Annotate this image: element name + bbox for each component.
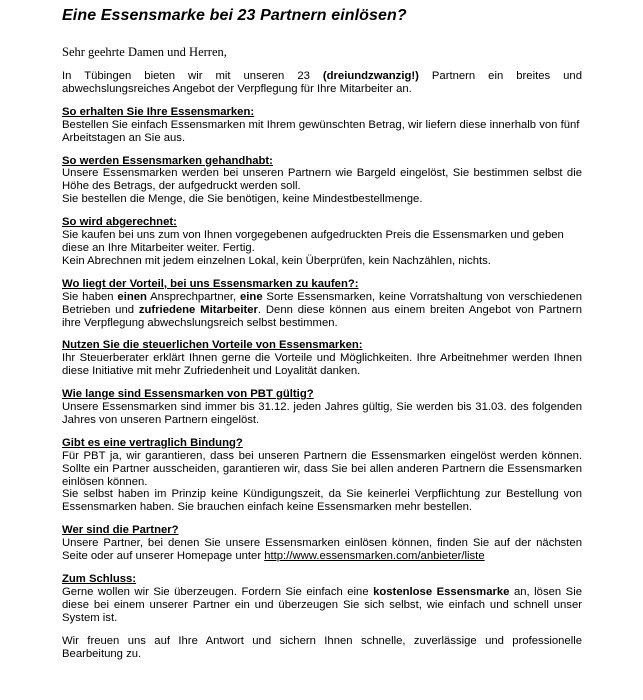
text-part: . Denn diese können aus einem breiten Angebot von Partnern ihre Verpflegung abwechslungsreich selbst bestimmen. xyxy=(62,303,582,329)
salutation: Sehr geehrte Damen und Herren, xyxy=(62,45,227,59)
section-heading: Wer sind die Partner? xyxy=(62,524,179,537)
section-text: Bestellen Sie einfach Essensmarken mit Ihrem gewünschten Betrag, wir liefern diese innerhalb von fünf Arbeitstagen an Sie aus. xyxy=(62,118,580,144)
section-text xyxy=(62,537,582,563)
section-heading: Nutzen Sie die steuerlichen Vorteile von Essensmarken: xyxy=(62,339,363,352)
intro-bold: (dreiundzwanzig!) xyxy=(322,70,419,82)
section-heading: So wird abgerechnet: xyxy=(62,216,177,229)
bold-part: zufriedene Mitarbeiter xyxy=(138,303,258,316)
closing-text: Wir freuen uns auf Ihre Antwort und sichern Ihnen schnelle, zuverlässige und professionelle Bearbeitung zu. xyxy=(62,634,582,660)
section-heading: So erhalten Sie Ihre Essensmarken: xyxy=(62,105,255,118)
section-text xyxy=(62,586,582,625)
section-text: Sie kaufen bei uns zum von Ihnen vorgegebenen aufgedruckten Preis die Essensmarken und geben diese an Ihre Mitarbeiter weiter. Fertig. xyxy=(62,229,564,254)
section-partners xyxy=(62,524,582,563)
section-heading: So werden Essensmarken gehandhabt: xyxy=(62,154,273,167)
bold-part: eine xyxy=(240,290,263,303)
section-text: Unsere Essensmarken sind immer bis 31.12. jeden Jahres gültig, Sie werden bis 31.03. des folgenden Jahres von unseren Partnern eingelöst. xyxy=(62,401,582,426)
text-part: Ansprechpartner, xyxy=(146,290,240,303)
section-text: Sie selbst haben im Prinzip keine Kündigungszeit, da Sie keinerlei Verpflichtung zur Bestellung von Essensmarken haben. Sie brauchen einfach keine Essensmarken mehr bestellen. xyxy=(62,488,582,514)
section-text: Sie bestellen die Menge, die Sie benötigen, keine Mindestbestellmenge. xyxy=(62,193,423,206)
intro-text-2: Partnern ein breites und abwechslungsreiches Angebot der Verpflegung für Ihre Mitarbeiter an. xyxy=(62,70,582,95)
letter-body xyxy=(62,70,582,670)
section-heading: Gibt es eine vertraglich Bindung? xyxy=(62,436,243,449)
section-tax xyxy=(62,339,582,378)
section-text: Kein Abrechnen mit jedem einzelnen Lokal, kein Überprüfen, kein Nachzählen, nichts. xyxy=(62,254,491,267)
text-part: Unsere Partner, bei denen Sie unsere Essensmarken einlösen können, finden Sie auf der nächsten Seite oder auf unserer Homepage unter xyxy=(62,537,582,563)
section-ordering xyxy=(62,106,582,145)
bold-part: kostenlose Essensmarke xyxy=(373,585,510,598)
section-text: Für PBT ja, wir garantieren, dass bei unseren Partnern die Essensmarken eingelöst werden können. Sollte ein Partner ausscheiden, garantieren wir, dass Sie bei allen anderen Partnern die Essensmarken einlösen können. xyxy=(62,449,582,488)
section-heading: Zum Schluss: xyxy=(62,573,137,585)
bold-part: einen xyxy=(117,290,147,303)
section-handling xyxy=(62,155,582,207)
intro-paragraph xyxy=(62,70,582,96)
section-validity xyxy=(62,388,582,427)
section-advantage xyxy=(62,278,582,330)
section-heading: Wo liegt der Vorteil, bei uns Essensmarken zu kaufen?: xyxy=(62,277,359,290)
section-heading: Wie lange sind Essensmarken von PBT gültig? xyxy=(62,388,314,401)
section-text: Ihr Steuerberater erklärt Ihnen gerne die Vorteile und Möglichkeiten. Ihre Arbeitnehmer werden Ihnen diese Initiative mit mehr Zufriedenheit und Loyalität danken. xyxy=(62,352,582,378)
section-billing xyxy=(62,216,582,268)
text-part: Sie haben xyxy=(62,290,118,303)
section-conclusion xyxy=(62,573,582,625)
section-text: Unsere Essensmarken werden bei unseren Partnern wie Bargeld eingelöst, Sie bestimmen selbst die Höhe des Betrags, der aufgedruckt werden soll. xyxy=(62,167,582,193)
intro-text-1: In Tübingen bieten wir mit unseren 23 xyxy=(62,70,323,82)
partner-list-link[interactable]: http://www.essensmarken.com/anbieter/liste xyxy=(264,550,485,563)
intro-section xyxy=(62,70,582,96)
closing-section xyxy=(62,635,582,661)
page-title: Eine Essensmarke bei 23 Partnern einlösen? xyxy=(62,7,407,24)
text-part: an, lösen Sie diese bei einem unserer Partner ein und überzeugen Sie sich selbst, wie einfach und schnell unser System ist. xyxy=(62,585,582,624)
section-contract xyxy=(62,437,582,514)
text-part: Sorte Essensmarken, keine Vorratshaltung von verschiedenen Betrieben und xyxy=(62,290,582,316)
section-text xyxy=(62,291,582,330)
text-part: Gerne wollen wir Sie überzeugen. Fordern Sie einfach eine xyxy=(62,585,374,598)
